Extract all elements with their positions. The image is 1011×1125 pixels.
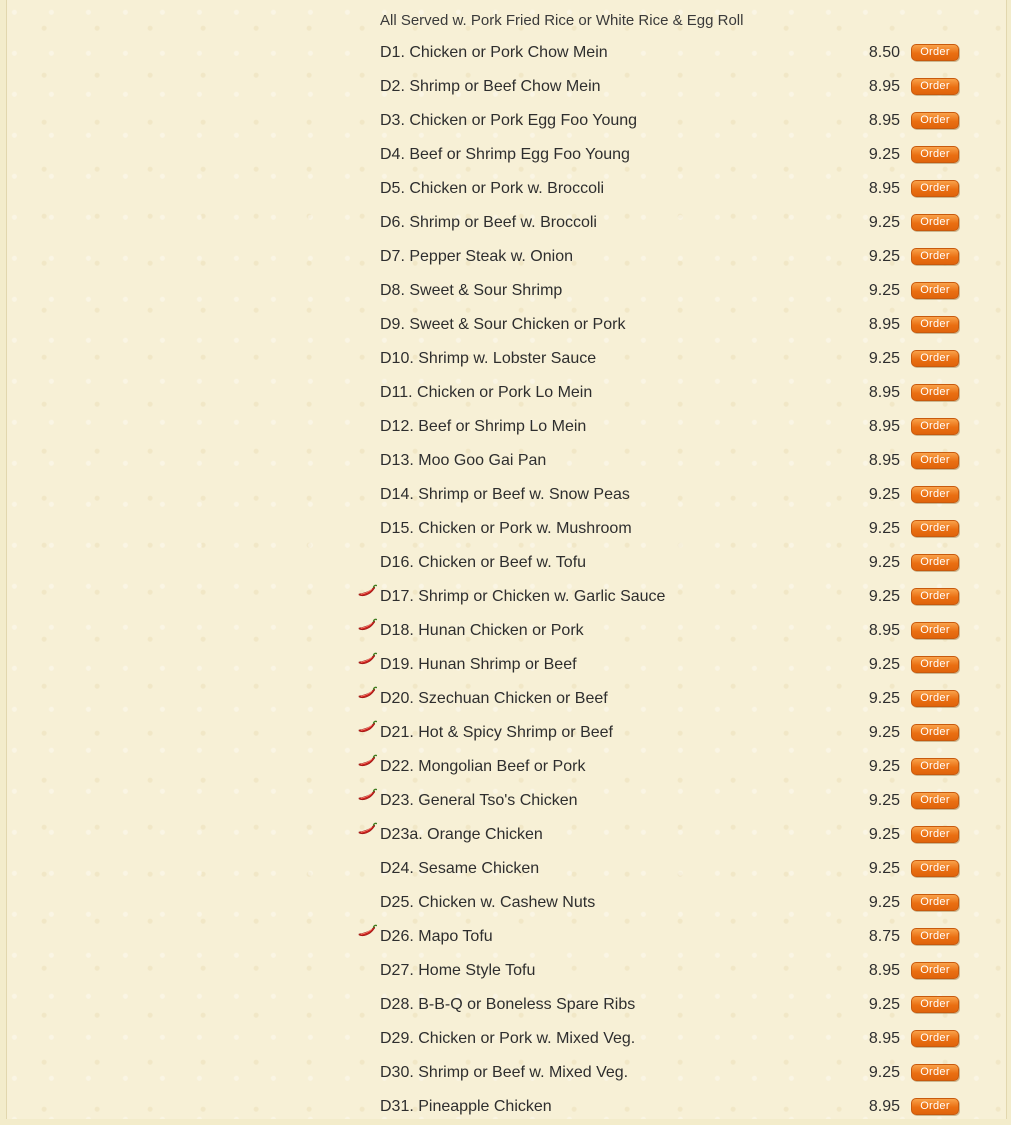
menu-item-row (0, 989, 1011, 1023)
menu-item-row (0, 513, 1011, 547)
order-button[interactable]: Order (911, 928, 959, 945)
menu-item-price: 9.25 (868, 554, 900, 571)
order-button[interactable]: Order (911, 384, 959, 401)
menu-item-name: D26. Mapo Tofu (380, 928, 493, 945)
order-button[interactable]: Order (911, 656, 959, 673)
menu-item-row (0, 785, 1011, 819)
order-button[interactable]: Order (911, 418, 959, 435)
menu-item-row (0, 955, 1011, 989)
order-button[interactable]: Order (911, 520, 959, 537)
order-button[interactable]: Order (911, 792, 959, 809)
menu-item-row (0, 921, 1011, 955)
menu-item-price: 8.95 (868, 1098, 900, 1115)
menu-item-price: 9.25 (868, 690, 900, 707)
menu-item-price: 9.25 (868, 588, 900, 605)
menu-item-row (0, 377, 1011, 411)
menu-item-row (0, 1057, 1011, 1091)
menu-item-name: D5. Chicken or Pork w. Broccoli (380, 180, 605, 197)
menu-item-price: 8.95 (868, 1030, 900, 1047)
menu-item-name: D14. Shrimp or Beef w. Snow Peas (380, 486, 630, 503)
menu-item-name: D22. Mongolian Beef or Pork (380, 758, 586, 775)
menu-item-name: D30. Shrimp or Beef w. Mixed Veg. (380, 1064, 629, 1081)
menu-item-name: D21. Hot & Spicy Shrimp or Beef (380, 724, 613, 741)
menu-item-row (0, 139, 1011, 173)
menu-item-name: D17. Shrimp or Chicken w. Garlic Sauce (380, 588, 666, 605)
menu-item-name: D7. Pepper Steak w. Onion (380, 248, 573, 265)
menu-item-name: D1. Chicken or Pork Chow Mein (380, 44, 608, 61)
menu-item-name: D16. Chicken or Beef w. Tofu (380, 554, 587, 571)
order-button[interactable]: Order (911, 554, 959, 571)
chili-pepper-icon (357, 720, 377, 734)
menu-item-price: 9.25 (868, 146, 900, 163)
menu-item-price: 8.95 (868, 316, 900, 333)
menu-item-name: D15. Chicken or Pork w. Mushroom (380, 520, 632, 537)
chili-pepper-icon (357, 822, 377, 836)
menu-item-row (0, 173, 1011, 207)
menu-item-row (0, 581, 1011, 615)
menu-item-name: D11. Chicken or Pork Lo Mein (380, 384, 593, 401)
menu-item-name: D6. Shrimp or Beef w. Broccoli (380, 214, 597, 231)
menu-item-price: 9.25 (868, 826, 900, 843)
menu-item-row (0, 751, 1011, 785)
menu-item-row (0, 717, 1011, 751)
menu-item-name: D28. B-B-Q or Boneless Spare Ribs (380, 996, 636, 1013)
order-button[interactable]: Order (911, 350, 959, 367)
menu-item-price: 8.95 (868, 962, 900, 979)
menu-item-price: 9.25 (868, 656, 900, 673)
order-button[interactable]: Order (911, 452, 959, 469)
chili-pepper-icon (357, 686, 377, 700)
menu-item-name: D3. Chicken or Pork Egg Foo Young (380, 112, 638, 129)
menu-item-row (0, 1023, 1011, 1057)
menu-item-price: 8.95 (868, 112, 900, 129)
chili-pepper-icon (357, 652, 377, 666)
order-button[interactable]: Order (911, 622, 959, 639)
order-button[interactable]: Order (911, 316, 959, 333)
menu-item-name: D31. Pineapple Chicken (380, 1098, 552, 1115)
menu-item-row (0, 1091, 1011, 1125)
menu-item-name: D20. Szechuan Chicken or Beef (380, 690, 608, 707)
menu-item-price: 9.25 (868, 520, 900, 537)
menu-item-price: 8.95 (868, 418, 900, 435)
menu-item-row (0, 683, 1011, 717)
menu-item-name: D23. General Tso's Chicken (380, 792, 578, 809)
order-button[interactable]: Order (911, 962, 959, 979)
order-button[interactable]: Order (911, 588, 959, 605)
menu-item-price: 9.25 (868, 724, 900, 741)
menu-item-row (0, 445, 1011, 479)
menu-item-price: 9.25 (868, 996, 900, 1013)
chili-pepper-icon (357, 788, 377, 802)
menu-item-name: D2. Shrimp or Beef Chow Mein (380, 78, 601, 95)
order-button[interactable]: Order (911, 1064, 959, 1081)
menu-item-price: 9.25 (868, 894, 900, 911)
menu-item-row (0, 547, 1011, 581)
order-button[interactable]: Order (911, 1098, 959, 1115)
menu-item-name: D8. Sweet & Sour Shrimp (380, 282, 563, 299)
menu-item-price: 8.95 (868, 78, 900, 95)
menu-item-name: D27. Home Style Tofu (380, 962, 536, 979)
menu-item-row (0, 275, 1011, 309)
menu-item-name: D19. Hunan Shrimp or Beef (380, 656, 577, 673)
menu-item-row (0, 37, 1011, 71)
menu-item-price: 9.25 (868, 282, 900, 299)
menu-item-name: D29. Chicken or Pork w. Mixed Veg. (380, 1030, 636, 1047)
order-button[interactable]: Order (911, 690, 959, 707)
order-button[interactable]: Order (911, 248, 959, 265)
menu-item-price: 8.95 (868, 622, 900, 639)
menu-item-name: D10. Shrimp w. Lobster Sauce (380, 350, 597, 367)
menu-item-price: 9.25 (868, 1064, 900, 1081)
menu-item-name: D13. Moo Goo Gai Pan (380, 452, 547, 469)
order-button[interactable]: Order (911, 112, 959, 129)
menu-item-price: 9.25 (868, 486, 900, 503)
menu-item-price: 9.25 (868, 350, 900, 367)
menu-item-row (0, 71, 1011, 105)
order-button[interactable]: Order (911, 860, 959, 877)
menu-item-price: 9.25 (868, 860, 900, 877)
menu-list (0, 37, 1011, 1125)
order-button[interactable]: Order (911, 214, 959, 231)
menu-item-row (0, 887, 1011, 921)
menu-item-price: 8.95 (868, 384, 900, 401)
menu-item-price: 9.25 (868, 248, 900, 265)
order-button[interactable]: Order (911, 758, 959, 775)
menu-item-price: 9.25 (868, 758, 900, 775)
menu-item-price: 8.95 (868, 452, 900, 469)
menu-item-name: D12. Beef or Shrimp Lo Mein (380, 418, 587, 435)
menu-item-name: D18. Hunan Chicken or Pork (380, 622, 584, 639)
menu-item-row (0, 343, 1011, 377)
section-subtitle: All Served w. Pork Fried Rice or White Rice & Egg Roll (380, 12, 744, 29)
chili-pepper-icon (357, 618, 377, 632)
menu-item-price: 9.25 (868, 214, 900, 231)
menu-item-row (0, 479, 1011, 513)
menu-item-name: D9. Sweet & Sour Chicken or Pork (380, 316, 626, 333)
menu-item-row (0, 411, 1011, 445)
menu-item-row (0, 207, 1011, 241)
menu-item-row (0, 819, 1011, 853)
menu-item-row (0, 853, 1011, 887)
order-button[interactable]: Order (911, 724, 959, 741)
menu-item-name: D25. Chicken w. Cashew Nuts (380, 894, 596, 911)
order-button[interactable]: Order (911, 996, 959, 1013)
order-button[interactable]: Order (911, 146, 959, 163)
chili-pepper-icon (357, 754, 377, 768)
menu-item-row (0, 309, 1011, 343)
menu-item-price: 8.95 (868, 180, 900, 197)
chili-pepper-icon (357, 924, 377, 938)
menu-item-row (0, 105, 1011, 139)
order-button[interactable]: Order (911, 1030, 959, 1047)
order-button[interactable]: Order (911, 826, 959, 843)
menu-item-name: D4. Beef or Shrimp Egg Foo Young (380, 146, 630, 163)
menu-item-name: D23a. Orange Chicken (380, 826, 543, 843)
order-button[interactable]: Order (911, 78, 959, 95)
menu-item-price: 8.75 (868, 928, 900, 945)
chili-pepper-icon (357, 584, 377, 598)
order-button[interactable]: Order (911, 180, 959, 197)
menu-item-row (0, 615, 1011, 649)
menu-item-price: 9.25 (868, 792, 900, 809)
menu-item-name: D24. Sesame Chicken (380, 860, 540, 877)
order-button[interactable]: Order (911, 894, 959, 911)
order-button[interactable]: Order (911, 486, 959, 503)
menu-item-row (0, 241, 1011, 275)
order-button[interactable]: Order (911, 282, 959, 299)
menu-item-row (0, 649, 1011, 683)
order-button[interactable]: Order (911, 44, 959, 61)
menu-item-price: 8.50 (868, 44, 900, 61)
